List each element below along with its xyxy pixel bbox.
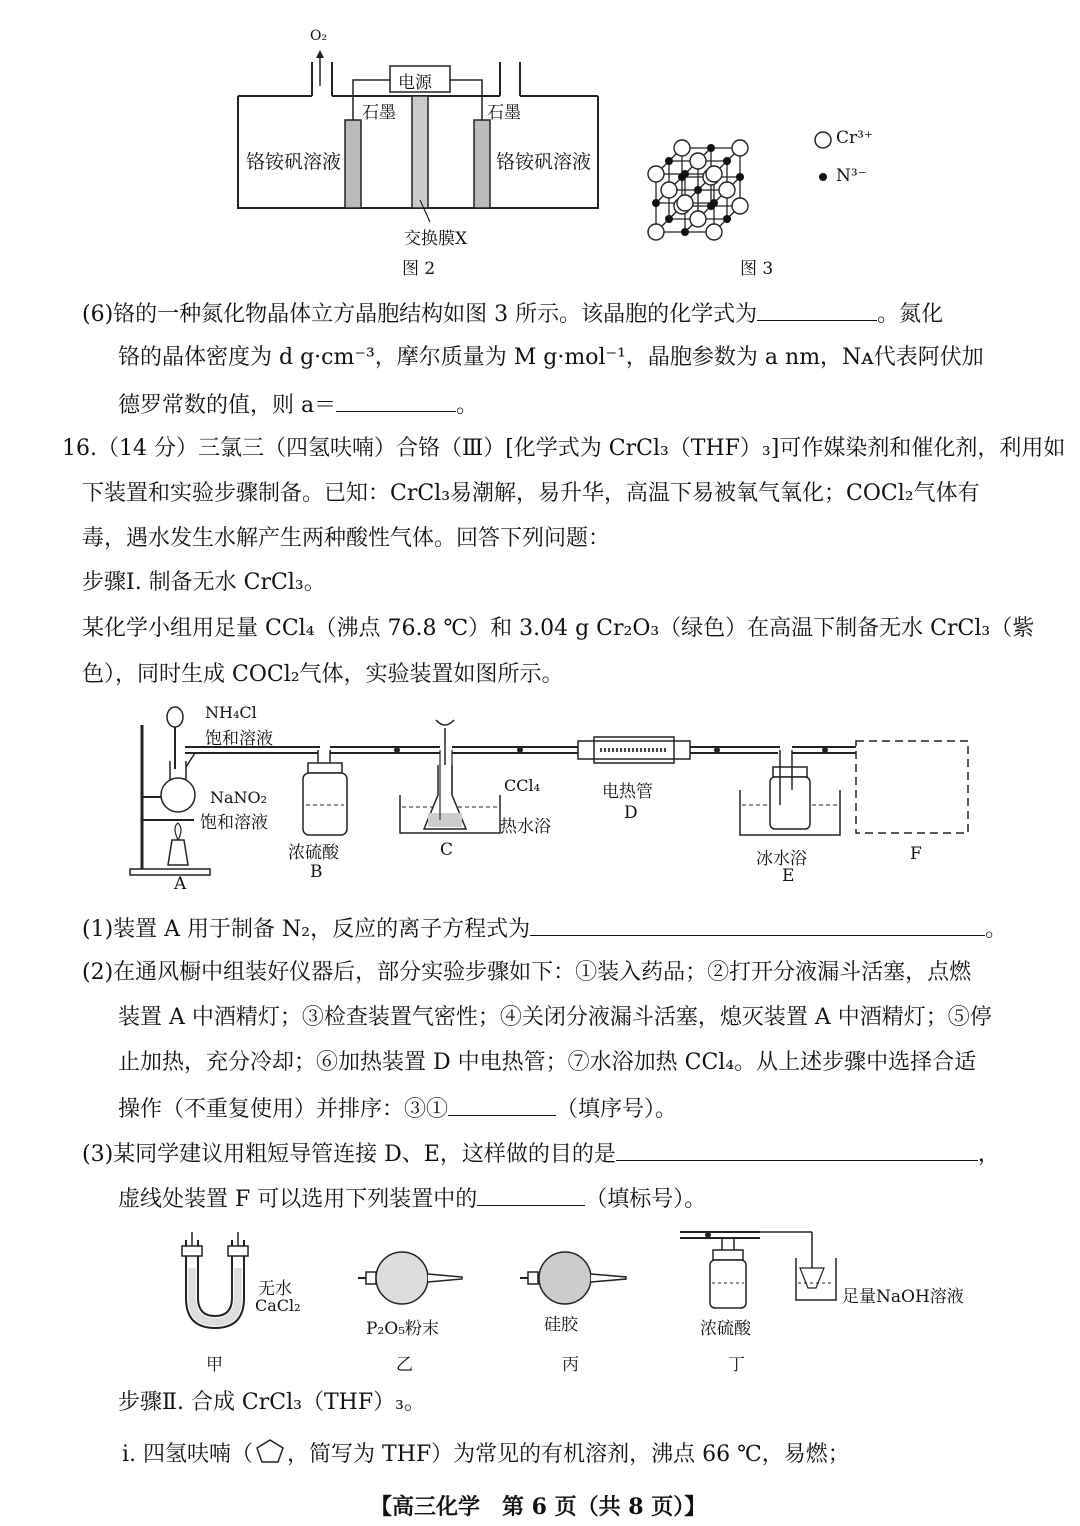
- graphite-left-label: 石墨: [362, 103, 396, 123]
- step2-title: 步骤Ⅱ. 合成 CrCl₃（THF）₃。: [118, 1390, 426, 1415]
- q1-text: (1)装置 A 用于制备 N₂，反应的离子方程式为: [82, 917, 531, 942]
- q2-line3: 止加热，充分冷却；⑥加热装置 D 中电热管；⑦水浴加热 CCl₄。从上述步骤中选择合适: [118, 1050, 977, 1075]
- label-c: C: [440, 840, 454, 860]
- ice-bath-label: 冰水浴: [756, 849, 807, 869]
- option-yi: 乙: [396, 1355, 413, 1375]
- nano2-label: NaNO₂: [210, 788, 268, 807]
- answer-blank[interactable]: [530, 913, 985, 936]
- ccl4-label: CCl₄: [504, 776, 541, 795]
- yi-label: P₂O₅粉末: [366, 1319, 440, 1339]
- option-bing: 丙: [562, 1355, 579, 1375]
- heater-label: 电热管: [602, 782, 653, 802]
- fig3-caption: 图 3: [740, 259, 774, 279]
- q3-line1b: ，: [977, 1142, 1000, 1167]
- answer-blank[interactable]: [448, 1093, 556, 1116]
- q3-line2a: 虚线处装置 F 可以选用下列装置中的: [118, 1187, 478, 1212]
- bing-label: 硅胶: [544, 1315, 578, 1335]
- q2-line4a: 操作（不重复使用）并排序：③①: [118, 1097, 449, 1122]
- q6-line2: 铬的晶体密度为 d g·cm⁻³，摩尔质量为 M g·mol⁻¹，晶胞参数为 a nm，Nᴀ代表阿伏加: [118, 345, 984, 370]
- o2-label: O₂: [310, 28, 328, 44]
- q2-line2: 装置 A 中酒精灯；③检查装置气密性；④关闭分液漏斗活塞，熄灭装置 A 中酒精灯；⑤停: [118, 1005, 992, 1030]
- q6-line1a: (6)铬的一种氮化物晶体立方晶胞结构如图 3 所示。该晶胞的化学式为: [82, 302, 758, 327]
- legend-cr: Cr³⁺: [836, 128, 873, 148]
- option-ding: 丁: [728, 1355, 745, 1375]
- solution-left-label: 铬铵矾溶液: [246, 151, 342, 173]
- q16-line1: 16.（14 分）三氯三（四氢呋喃）合铬（Ⅲ）[化学式为 CrCl₃（THF）₃]可作媒染剂和催化剂，利用如: [62, 436, 1066, 461]
- hot-bath-label: 热水浴: [500, 817, 551, 837]
- q6-line3b: 。: [456, 393, 479, 418]
- label-f: F: [910, 844, 922, 864]
- solution-right-label: 铬铵矾溶液: [496, 151, 592, 173]
- ding-label: 浓硫酸: [700, 1319, 751, 1339]
- step2-i-text-b: ，简写为 THF）为常见的有机溶剂，沸点 66 ℃，易燃；: [287, 1442, 850, 1467]
- conc-h2so4-label: 浓硫酸: [288, 843, 339, 863]
- q2-line4b: （填序号）。: [556, 1097, 678, 1122]
- q3-line1a: (3)某同学建议用粗短导管连接 D、E，这样做的目的是: [82, 1142, 616, 1167]
- label-b: B: [310, 862, 323, 882]
- nh4cl-sat-label: 饱和溶液: [205, 729, 273, 749]
- power-label: 电源: [398, 73, 432, 93]
- q6-line1b: 。氮化: [877, 302, 944, 327]
- label-a: A: [174, 874, 187, 894]
- step2-i-text-a: ⅰ. 四氢呋喃（: [122, 1442, 254, 1467]
- step1-title: 步骤Ⅰ. 制备无水 CrCl₃。: [82, 570, 326, 595]
- answer-blank[interactable]: [336, 389, 456, 412]
- label-d: D: [624, 803, 638, 823]
- nano2-sat-label: 饱和溶液: [200, 813, 268, 833]
- legend-n: N³⁻: [836, 166, 867, 186]
- page-footer: 【高三化学 第 6 页（共 8 页）】: [370, 1494, 707, 1520]
- jia-label-1: 无水: [258, 1279, 292, 1299]
- answer-blank[interactable]: [757, 298, 877, 321]
- q2-line1: (2)在通风橱中组装好仪器后，部分实验步骤如下：①装入药品；②打开分液漏斗活塞，点燃: [82, 960, 972, 985]
- label-e: E: [782, 866, 795, 886]
- q6-line3a: 德罗常数的值，则 a＝: [118, 393, 337, 418]
- q1-end: 。: [985, 917, 1008, 942]
- jia-label-2: CaCl₂: [255, 1296, 301, 1315]
- answer-blank[interactable]: [616, 1138, 978, 1161]
- option-jia: 甲: [206, 1355, 223, 1375]
- q3-line2b: （填标号）。: [585, 1187, 707, 1212]
- q16-para2: 色），同时生成 COCl₂气体，实验装置如图所示。: [82, 662, 564, 687]
- q16-line2: 下装置和实验步骤制备。已知：CrCl₃易潮解，易升华，高温下易被氧气氧化；COCl₂气体有: [82, 481, 980, 506]
- membrane-label: 交换膜X: [404, 229, 468, 249]
- graphite-right-label: 石墨: [487, 103, 521, 123]
- q16-para1: 某化学小组用足量 CCl₄（沸点 76.8 ℃）和 3.04 g Cr₂O₃（绿色）在高温下制备无水 CrCl₃（紫: [82, 616, 1035, 641]
- nh4cl-label: NH₄Cl: [205, 703, 257, 722]
- thf-structure-icon: [253, 1442, 287, 1468]
- answer-blank[interactable]: [477, 1183, 585, 1206]
- fig2-caption: 图 2: [402, 259, 436, 279]
- q16-line3: 毒，遇水发生水解产生两种酸性气体。回答下列问题：: [82, 526, 611, 551]
- ding-naoh-label: 足量NaOH溶液: [842, 1287, 964, 1307]
